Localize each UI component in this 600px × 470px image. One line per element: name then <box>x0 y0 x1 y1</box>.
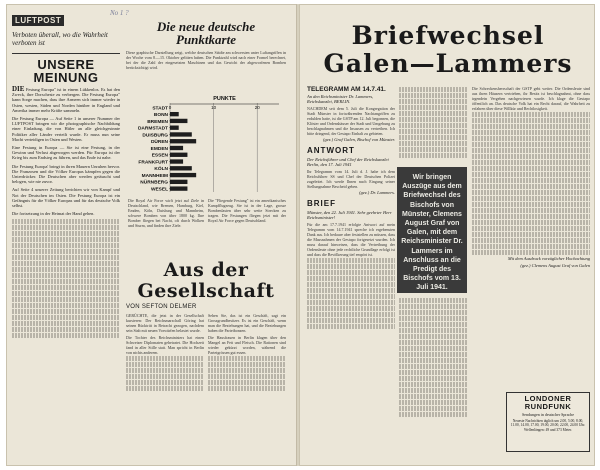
tagline: Verboten überall, wo die Wahrheit verboten ist <box>12 31 108 47</box>
category-label: KÖLN <box>154 167 168 173</box>
bar <box>170 166 192 170</box>
opinion-paragraph: Auf Seite 4 unserer Zeitung berichten wir von Kampf und Not der Deutschen im Osten. Die Festung Europa ist ein Gefängnis für die Völker Europas und für das deutsche Volk selbst. <box>12 187 120 209</box>
brief-address: Münster, den 22. Juli 1941. Sehr geehrter Herr Reichsminister! <box>307 210 392 220</box>
category-label: BONN <box>153 113 168 119</box>
opinion-paragraph: Eine Festung in Europa — Sie ist eine Festung, in der Gewinn und Verlust abgewogen werden. Für Europa ist der Krieg bis zum Endsieg zu führen, und das Ende ist nahe. <box>12 145 120 161</box>
category-label: DARMSTADT <box>137 126 168 132</box>
briefwechsel-title: Briefwechsel Galen—Lammers <box>323 21 573 78</box>
opinion-paragraph: Die fortsetzung in der Heimat der Hand gehen. <box>12 211 95 217</box>
opinion-paragraph: Die Festung Europa' bringt in ihren Mauern Unruhen hervor. Die Franzosen und die Völker Europas kämpfen gegen die Unterdrücker. Die Deutschen aber werden getäuscht und belogen, wie nie zuvor. <box>12 163 120 185</box>
category-label: WESEL <box>150 187 168 193</box>
bar <box>170 153 187 157</box>
closing-greeting: Mit dem Ausdruck vorzüglicher Hochachtung <box>507 256 590 261</box>
category-label: DUISBURG <box>142 133 168 139</box>
rundfunk-title: LONDONER RUNDFUNK <box>524 394 572 411</box>
telegram-heading: TELEGRAMM AM 14.7.41. <box>307 86 386 93</box>
punktkarte-intro: Diese graphische Darstellung zeigt, welche deutschen Städte am schwersten unter Luftangriffen in der Woche vom 8.—15. Oktober gelitten haben. Die Punktzahl wird nach einer Formel berechnet, bei der die Zahl der eingesetzten Maschinen und das Gewicht der abgeworfenen Bomben berücksichtigt wird. <box>126 50 286 70</box>
punktkarte-header <box>126 20 286 92</box>
category-label: ESSEN <box>151 153 168 159</box>
bar <box>170 132 192 136</box>
gesellschaft-paragraph: Die Hausfrauen in Berlin klagen über den Mangel an Fett und Fleisch. Die Rationen sind wieder gekürzt worden, während die Parteigrössen gut essen. <box>208 335 286 355</box>
letters-column-3 <box>472 86 590 388</box>
tick-label: 0 <box>168 105 172 111</box>
gesellschaft-section <box>126 260 286 462</box>
chart-title: PUNKTE <box>213 96 236 102</box>
londoner-rundfunk-box <box>506 392 590 452</box>
telegram-signature: (gez.) Graf Galen, Bischof von Münster. <box>323 137 395 142</box>
bar <box>170 180 187 184</box>
category-label: MANNHEIM <box>141 173 168 179</box>
letters-column-2-bottom <box>399 297 467 459</box>
gesellschaft-paragraph: GERÜCHTE, die jetzt in der Gesellschaft kursieren: Der Reichsmarschall Göring hat seinen Rücktritt in Betracht gezogen, nachdem sein Stab mit neuen Vorwürfen belastet wurde. <box>126 313 204 333</box>
telegram-address: An den Reichsminister Dr. Lammers, Reichskanzlei, BERLIN. <box>307 94 374 104</box>
bar <box>170 119 187 123</box>
opinion-paragraph: DIE Festung Europa" ist in einem Lükkenlos. Es hat den Zweck, ihre Dorscheste zu verbergen. Die Festung Europa" kann Sorge machen, dass ihre Armeen sich immer wieder in Osten, westen, Süden und Norden hinüber in England und Amerika immer mehr Kräfte sammeln. <box>12 85 120 113</box>
punktkarte-caption-left: Die Royal Air Force wirft jetzt auf Ziele in Deutschland, wie Bremen, Hamburg, Kiel, Emden, Köln, Duisburg und Mannheim, schwere Bomben von über 1800 kg. Ihre Bomber fliegen bei Nacht, oft durch Wolken und Sturm, und finden ihre Ziele. <box>128 198 204 228</box>
gesellschaft-paragraph: Sehen Sie, das ist ein Geschäft, sagt ein Grossgrundbesitzer. Es ist ein Geschäft, wenn man die Beziehungen hat, und die Beziehungen haben die Parteibonzen. <box>208 313 286 333</box>
antwort-address: Der Reichsführer und Chef der Reichskanzlei Berlin, den 17. Juli 1941 <box>307 157 389 167</box>
punkte-bar-chart <box>128 94 283 194</box>
letters-column-2-top <box>399 86 467 164</box>
category-label: EMDEN <box>150 146 168 152</box>
category-label: BREMEN <box>147 119 168 125</box>
tick-label: 20 <box>254 105 260 111</box>
letters-column-1 <box>307 86 395 458</box>
rundfunk-subtitle: Sendungen in deutscher Sprache <box>521 412 575 417</box>
bar <box>170 112 179 116</box>
gesellschaft-byline: VON SEFTON DELMER <box>126 304 197 310</box>
bar <box>170 126 179 130</box>
category-label: FRANKFURT <box>138 160 168 166</box>
column3-text: Die Schreckensherrschaft der GSTP geht weiter. Die Ordensleute sind aus ihren Häusern vertrieben, ihr Besitz ist beschlagnahmt, ohne dass irgendein Vergehen nachgewiesen wurde. Ich klage die Gestapo öffentlich an. Das deutsche Volk hat ein Recht darauf, die Wahrheit zu erfahren über diese Willkür und Rechtlosigkeit. <box>472 86 590 111</box>
category-label: NÜRNBERG <box>140 180 168 186</box>
antwort-heading: ANTWORT <box>307 146 355 155</box>
brief-heading: BRIEF <box>307 199 336 208</box>
galen-signature: (gez.) Clemens August Graf von Galen <box>520 263 590 268</box>
opinion-paragraph: Die Festung Europa — Auf Seite 1 in unserer Nummer der LUFTPOST bringen wir die photographische Nachbildung einer Einladung, die von Hitler an alle gleichgesinnte Politiker aller Länder verteilt wurde. Er muss nun seine Macht verteidigen in Osten und Westen. <box>12 116 120 142</box>
rundfunk-times: Neueste Nachrichten täglich um 2.00, 5.00, 8.00, 11.00, 14.00, 17.00, 19.00, 20.00, 22.00, 24.00 Uhr. Wellenlängen: 49 und 373 Meter. <box>510 419 586 432</box>
opinion-column <box>12 10 120 462</box>
bar <box>170 173 196 177</box>
luftpost-badge: LUFTPOST <box>12 15 64 26</box>
gesellschaft-paragraph: Die Tochter des Reichsministers hat einen Schweizer Diplomaten geheiratet. Die Hochzeit fand in aller Stille statt. Man spricht in Berlin von nichts anderem. <box>126 335 204 355</box>
antwort-signature: (gez.) Dr. Lammers. <box>359 190 395 195</box>
antwort-text: Ihr Telegramm vom 14. Juli d. J. habe ich dem Reichsführer SS und Chef der Deutschen Polizei zugeleitet. Ich werde Ihnen nach Eingang seiner Stellungnahme Bescheid geben. <box>307 169 395 189</box>
punktkarte-title: Die neue deutsche Punktkarte <box>156 20 256 47</box>
bar <box>170 139 196 143</box>
opinion-headline: UNSERE MEINUNG <box>12 53 120 84</box>
briefwechsel-inset-box: Wir bringen Auszüge aus dem Briefwechsel des Bischofs von Münster, Clemens August Graf von Galen, mit dem Reichsminister Dr. Lammers im Anschluss an die Predigt des Bischofs vom 13. Juli 1941. <box>397 167 467 293</box>
gesellschaft-title: Aus der Gesellschaft <box>137 260 275 302</box>
bar <box>170 159 183 163</box>
category-label: DÜREN <box>150 140 168 146</box>
telegram-text: NACHDEM seit dem 5. Juli die Kongregation der Stadt Münster in fortwährenden Nachtangriffen zu erdulden hatte, ist die GSTP am 12. Juli begonnen, die Klöster und Ordenshäuser der Stadt und Umgebung zu beschlagnahmen und die Insassen zu vertreiben. Ich bitte dringend, der Gestapo Einhalt zu gebieten. <box>307 106 395 136</box>
punkte-chart <box>128 94 283 194</box>
handwritten-note: No 1 ? <box>110 9 129 17</box>
category-label: STADT <box>152 106 168 112</box>
punktkarte-caption-right: Die "Fliegende Festung" ist ein amerikanisches Kampfflugzeug. Sie ist in der Lage, grosse Bombenlasten über sehr weite Strecken zu tragen. Die Festungen fliegen jetzt mit der Royal Air Force gegen Deutschland. <box>208 198 286 223</box>
bar <box>170 146 183 150</box>
bar <box>170 186 187 190</box>
brief-text: Für die am 17.7.1941 erfolgte Antwort auf mein Telegramm vom 14.7.1941 spreche ich ergebensten Dank aus. Ich bedaure aber feststellen zu müssen, dass die Massnahmen der Gestapo fortgesetzt wurden. Ich muss darauf hinweisen, dass die Vertreibung der Ordensleute ohne jede rechtliche Grundlage erfolgt ist und dass die Bevölkerung tief empört ist. <box>307 222 395 257</box>
tick-label: 10 <box>211 105 217 111</box>
